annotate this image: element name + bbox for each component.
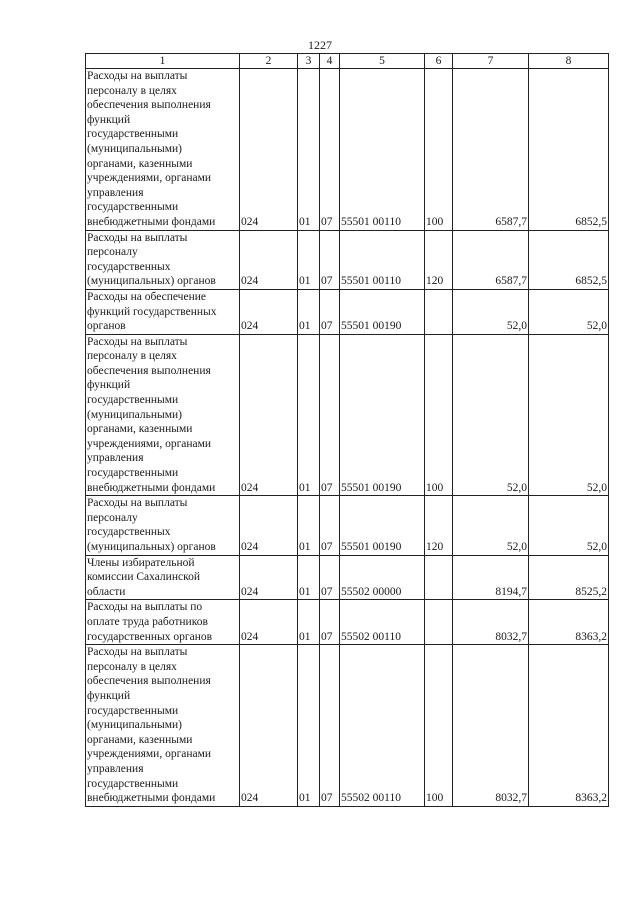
target-article-code: 55501 00190: [341, 481, 402, 494]
table-row: [86, 496, 609, 555]
expense-name: Члены избирательной комиссии Сахалинской области: [87, 556, 200, 598]
header-row: [86, 54, 609, 69]
amount-year-1: 6587,7: [495, 275, 527, 288]
amount-year-2: 52,0: [586, 320, 607, 333]
subsection-code: 07: [321, 630, 333, 643]
amount-year-1: 52,0: [506, 541, 527, 553]
section-code: 01: [299, 541, 311, 553]
amount-year-1: 8032,7: [495, 630, 527, 643]
amount-year-2: 8363,2: [575, 630, 607, 643]
column-header-5: 5: [340, 54, 425, 69]
expense-type-code: 100: [426, 792, 444, 805]
target-article-code: 55502 00110: [341, 792, 401, 805]
amount-year-1: 8032,7: [495, 792, 527, 805]
expense-name: Расходы на выплаты персоналу в целях обеспечения выполнения функций государственными (муниципальными) органами, казенными учреждениями, органами управления государственными внебюджетными фондами: [87, 70, 216, 228]
expense-type-code: 120: [426, 541, 444, 553]
target-article-code: 55501 00110: [341, 215, 401, 228]
ministry-code: 024: [241, 541, 259, 553]
amount-year-2: 6852,5: [575, 215, 607, 228]
amount-year-2: 6852,5: [575, 275, 607, 288]
amount-year-2: 52,0: [586, 541, 607, 553]
expense-type-code: 100: [426, 215, 444, 228]
table-row: [86, 645, 609, 807]
target-article-code: 55501 00190: [341, 541, 402, 553]
amount-year-1: 52,0: [506, 320, 527, 333]
ministry-code: 024: [241, 215, 259, 228]
section-code: 01: [299, 630, 311, 643]
ministry-code: 024: [241, 481, 259, 494]
subsection-code: 07: [321, 275, 333, 288]
ministry-code: 024: [241, 320, 259, 333]
target-article-code: 55501 00110: [341, 275, 401, 288]
table-row: [86, 69, 609, 231]
subsection-code: 07: [321, 481, 333, 494]
table-row: [86, 334, 609, 496]
amount-year-1: 52,0: [506, 481, 527, 494]
column-header-2: 2: [240, 54, 298, 69]
target-article-code: 55502 00110: [341, 630, 401, 643]
target-article-code: 55502 00000: [341, 585, 402, 598]
subsection-code: 07: [321, 215, 333, 228]
expense-name: Расходы на выплаты по оплате труда работников государственных органов: [87, 601, 213, 643]
table-row: [86, 230, 609, 289]
subsection-code: 07: [321, 541, 333, 553]
target-article-code: 55501 00190: [341, 320, 402, 333]
expense-type-code: 120: [426, 275, 444, 288]
table-row: [86, 600, 609, 645]
expense-name: Расходы на выплаты персоналу в целях обеспечения выполнения функций государственными (муниципальными) органами, казенными учреждениями, органами управления государственными внебюджетными фондами: [87, 646, 216, 805]
amount-year-2: 52,0: [586, 481, 607, 494]
section-code: 01: [299, 320, 311, 333]
amount-year-2: 8525,2: [575, 585, 607, 598]
section-code: 01: [299, 275, 311, 288]
column-header-3: 3: [298, 54, 320, 69]
amount-year-1: 8194,7: [495, 585, 527, 598]
subsection-code: 07: [321, 585, 333, 598]
expense-name: Расходы на выплаты персоналу государственных (муниципальных) органов: [87, 497, 216, 553]
amount-year-2: 8363,2: [575, 792, 607, 805]
table-row: [86, 555, 609, 600]
column-header-1: 1: [86, 54, 240, 69]
ministry-code: 024: [241, 585, 259, 598]
section-code: 01: [299, 792, 311, 805]
column-header-4: 4: [320, 54, 340, 69]
column-header-7: 7: [453, 54, 529, 69]
expense-name: Расходы на обеспечение функций государственных органов: [87, 290, 217, 333]
page-number: 1227: [308, 38, 332, 52]
section-code: 01: [299, 481, 311, 494]
column-header-6: 6: [425, 54, 453, 69]
section-code: 01: [299, 585, 311, 598]
subsection-code: 07: [321, 792, 333, 805]
section-code: 01: [299, 215, 311, 228]
expense-type-code: 100: [426, 481, 444, 494]
amount-year-1: 6587,7: [495, 215, 527, 228]
ministry-code: 024: [241, 275, 259, 288]
ministry-code: 024: [241, 792, 259, 805]
subsection-code: 07: [321, 320, 333, 333]
table-row: [86, 289, 609, 334]
budget-table: [85, 53, 609, 807]
expense-name: Расходы на выплаты персоналу государственных (муниципальных) органов: [87, 231, 216, 288]
ministry-code: 024: [241, 630, 259, 643]
expense-name: Расходы на выплаты персоналу в целях обеспечения выполнения функций государственными (муниципальными) органами, казенными учреждениями, органами управления государственными внебюджетными фондами: [87, 335, 216, 494]
column-header-8: 8: [529, 54, 609, 69]
